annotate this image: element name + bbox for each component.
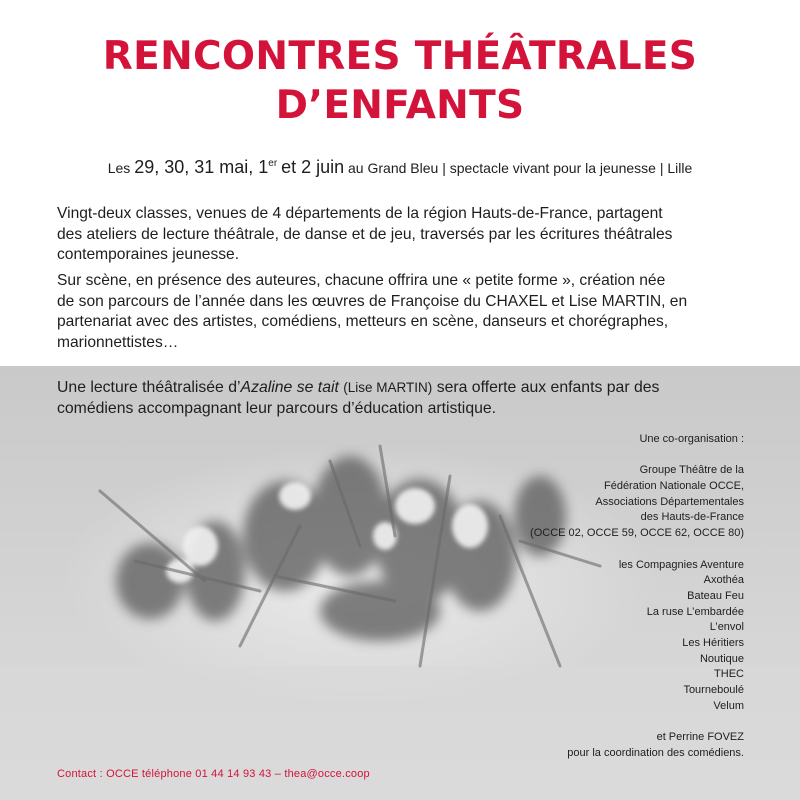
paragraph-line: marionnettistes…	[57, 333, 179, 351]
paragraph-line: Vingt-deux classes, venues de 4 départements de la région Hauts-de-France, partagent	[57, 205, 663, 222]
credit-line	[444, 448, 744, 464]
credit-line: Velum	[713, 699, 744, 712]
credit-line	[444, 714, 744, 730]
paragraph-line: contemporaines jeunesse.	[57, 246, 240, 263]
credit-line: Une co-organisation :	[639, 433, 744, 445]
credit-line: THEC	[714, 668, 744, 681]
play-author: (Lise MARTIN)	[343, 380, 433, 395]
reading-text-after: sera offerte aux enfants par des	[436, 379, 660, 396]
date-line	[0, 157, 800, 178]
date-superscript: er	[268, 158, 278, 169]
reading-text-before: Une lecture théâtralisée d’	[57, 379, 241, 396]
credit-line: Fédération Nationale OCCE,	[603, 480, 744, 493]
credits-block	[444, 432, 744, 761]
paragraph-line: comédiens accompagnant leur parcours d’éducation artistique.	[57, 399, 497, 417]
credit-line: pour la coordination des comédiens.	[567, 746, 744, 759]
date-days-end: et 2 juin	[281, 157, 345, 177]
credit-line: et Perrine FOVEZ	[656, 731, 744, 744]
credit-line	[444, 542, 744, 558]
credit-line: Tourneboulé	[683, 684, 744, 696]
credit-line: La ruse L’embardée	[646, 605, 744, 618]
credit-line: Groupe Théâtre de la	[639, 464, 744, 477]
poster-title-line-2: D’ENFANTS	[275, 83, 525, 128]
play-title: Azaline se tait	[240, 379, 339, 396]
paragraph-line	[57, 378, 745, 399]
credit-line: Bateau Feu	[687, 589, 744, 602]
paragraph-line: Sur scène, en présence des auteures, chacune offrira une « petite forme », création née	[57, 272, 666, 289]
credit-line: Les Héritiers	[682, 636, 744, 649]
credit-line: les Compagnies Aventure	[618, 558, 744, 571]
credit-line: (OCCE 02, OCCE 59, OCCE 62, OCCE 80)	[530, 527, 744, 540]
reading-paragraph	[57, 378, 745, 419]
credit-line: Associations Départementales	[595, 495, 744, 508]
credit-line: L’envol	[709, 621, 744, 634]
contact-line: Contact : OCCE téléphone 01 44 14 93 43 – thea@occe.coop	[57, 768, 370, 780]
paragraph-line: partenariat avec des artistes, comédiens, metteurs en scène, danseurs et chorégraphes,	[57, 313, 669, 330]
paragraph-line: des ateliers de lecture théâtrale, de danse et de jeu, traversés par les écritures théâtrales	[57, 225, 673, 243]
date-days: 29, 30, 31 mai, 1	[134, 157, 269, 177]
date-venue: au Grand Bleu | spectacle vivant pour la jeunesse | Lille	[348, 160, 693, 176]
intro-paragraph	[57, 204, 745, 266]
credit-line: Noutique	[699, 652, 744, 665]
poster-title-line-1: RENCONTRES THÉÂTRALES	[102, 34, 698, 79]
credit-line: Axothéa	[703, 574, 744, 587]
credit-line: des Hauts-de-France	[640, 511, 744, 524]
stage-paragraph	[57, 271, 745, 353]
date-prefix: Les	[107, 160, 131, 176]
paragraph-line: de son parcours de l’année dans les œuvres de Françoise du CHAXEL et Lise MARTIN, en	[57, 292, 688, 310]
